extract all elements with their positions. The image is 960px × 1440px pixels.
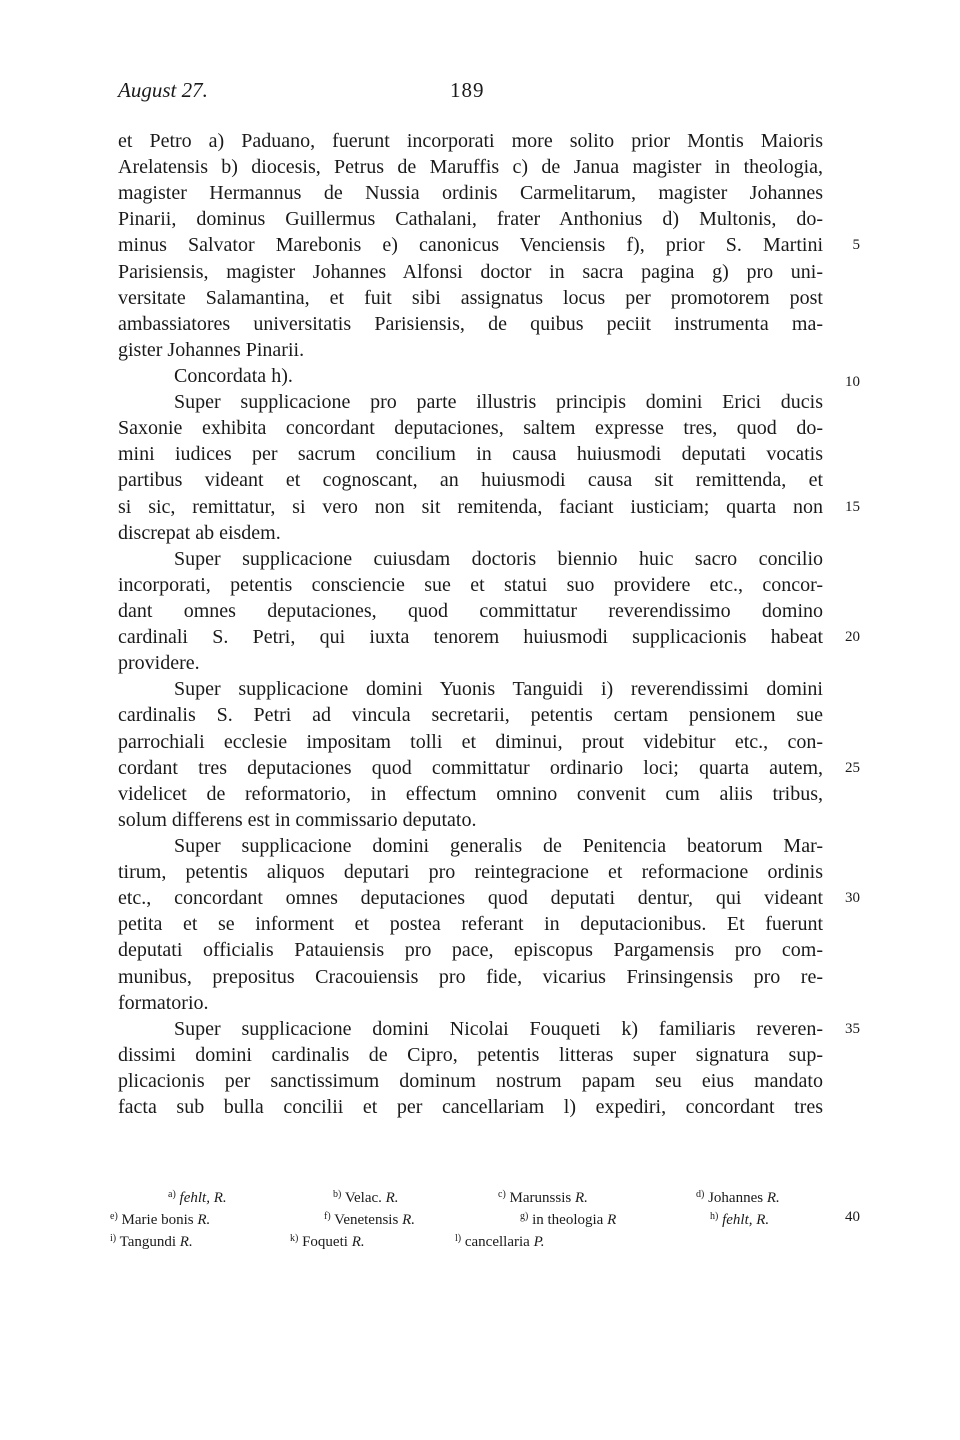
text-line: et Petro a) Paduano, fuerunt incorporati more solito prior Montis Maioris <box>118 130 823 152</box>
text-line: solum differens est in commissario deputato. <box>118 808 477 831</box>
footnote: $^{c)}$ Marunssis R. <box>498 1189 588 1206</box>
line-number: 40 <box>845 1209 860 1225</box>
text-line: Saxonie exhibita concordant deputaciones, saltem expresse tres, quod do- <box>118 417 823 440</box>
footnote: $^{e)}$ Marie bonis R. <box>110 1211 211 1228</box>
text-line: Parisiensis, magister Johannes Alfonsi doctor in sacra pagina g) pro uni- <box>118 260 823 283</box>
text-line: si sic, remittatur, si vero non sit remitenda, faciant iusticiam; quarta non 15 <box>118 494 823 520</box>
text-line: providere. <box>118 652 200 675</box>
text-line: etc., concordant omnes deputaciones quod deputati dentur, qui videant 30 <box>118 885 823 911</box>
body-text <box>118 128 860 1120</box>
text-line: Concordata h). 10 <box>118 363 823 389</box>
text-line: dant omnes deputaciones, quod committatur reverendissimo domino <box>118 599 823 622</box>
footnote: $^{a)}$ fehlt, R. <box>168 1189 227 1206</box>
line-number: 20 <box>845 629 860 646</box>
page-number: 189 <box>450 78 485 102</box>
text-line: dissimi domini cardinalis de Cipro, petentis litteras super signatura sup- <box>118 1043 823 1066</box>
line-number: 25 <box>845 759 860 776</box>
text-line: Pinarii, dominus Guillermus Cathalani, frater Anthonius d) Multonis, do- <box>118 208 823 231</box>
page-header <box>118 78 823 108</box>
text-line: Super supplicacione domini Yuonis Tanguidi i) reverendissimi domini <box>174 678 823 701</box>
footnote-row <box>90 1206 860 1228</box>
text-line: magister Hermannus de Nussia ordinis Carmelitarum, magister Johannes <box>118 182 823 205</box>
text-line: cardinali S. Petri, qui iuxta tenorem huiusmodi supplicacionis habeat 20 <box>118 624 823 650</box>
footnote: $^{b)}$ Velac. R. <box>333 1189 399 1206</box>
line-number: 35 <box>845 1020 860 1037</box>
text-line: discrepat ab eisdem. <box>118 521 281 544</box>
text-line: plicacionis per sanctissimum dominum nostrum papam seu eius mandato <box>118 1069 823 1092</box>
running-head: August 27. <box>118 78 208 102</box>
line-number: 10 <box>845 373 860 390</box>
text-line: mini iudices per sacrum concilium in causa huiusmodi deputati vocatis <box>118 443 823 466</box>
footnote: $^{h)}$ fehlt, R. <box>710 1211 770 1228</box>
footnote: $^{l)}$ cancellaria P. <box>455 1233 545 1250</box>
footnotes <box>90 1184 860 1250</box>
text-line: Arelatensis b) diocesis, Petrus de Maruffis c) de Janua magister in theologia, <box>118 156 823 179</box>
text-line: Super supplicacione domini generalis de Penitencia beatorum Mar- <box>174 834 823 857</box>
footnote: $^{g)}$ in theologia R <box>520 1211 617 1228</box>
text-line: parrochiali ecclesie impositam tolli et diminui, prout videbitur etc., con- <box>118 730 823 753</box>
text-line: minus Salvator Marebonis e) canonicus Venciensis f), prior S. Martini 5 <box>118 232 823 258</box>
text-line: Super supplicacione cuiusdam doctoris biennio huic sacro concilio <box>174 547 823 570</box>
text-line: tirum, petentis aliquos deputari pro reintegracione et reformacione ordinis <box>118 861 823 884</box>
footnote: $^{d)}$ Johannes R. <box>696 1189 780 1206</box>
text-line: ambassiatores universitatis Parisiensis, de quibus peciit instrumenta ma- <box>118 312 823 335</box>
footnote-row <box>90 1184 860 1206</box>
text-line: incorporati, petentis consciencie sue et statui suo providere etc., concor- <box>118 573 823 596</box>
line-number: 15 <box>845 498 860 515</box>
text-line: petita et se informent et postea referant in deputacionibus. Et fuerunt <box>118 913 823 936</box>
text-line: formatorio. <box>118 991 209 1014</box>
line-number: 5 <box>852 237 860 254</box>
text-line: cordant tres deputaciones quod committatur ordinario loci; quarta autem, 25 <box>118 755 823 781</box>
text-line: munibus, prepositus Cracouiensis pro fide, vicarius Frinsingensis pro re- <box>118 965 823 988</box>
text-line: gister Johannes Pinarii. <box>118 338 305 361</box>
footnote-row <box>90 1228 860 1250</box>
line-number: 30 <box>845 890 860 907</box>
text-line: versitate Salamantina, et fuit sibi assignatus locus per promotorem post <box>118 286 823 309</box>
text-line: Super supplicacione domini Nicolai Fouqueti k) familiaris reveren- 35 <box>118 1016 823 1042</box>
text-line: partibus videant et cognoscant, an huiusmodi causa sit remittenda, et <box>118 469 823 492</box>
footnote: $^{k)}$ Foqueti R. <box>290 1233 365 1250</box>
text-line: facta sub bulla concilii et per cancellariam l) expediri, concordant tres <box>118 1096 823 1119</box>
text-line: deputati officialis Patauiensis pro pace, episcopus Pargamensis pro com- <box>118 939 823 962</box>
footnote: $^{f)}$ Venetensis R. <box>324 1211 415 1228</box>
text-line: cardinalis S. Petri ad vincula secretarii, petentis certam pensionem sue <box>118 704 823 727</box>
footnote: $^{i)}$ Tangundi R. <box>110 1233 193 1250</box>
text-line: videlicet de reformatorio, in effectum omnino convenit cum aliis tribus, <box>118 782 823 805</box>
text-line: Super supplicacione pro parte illustris principis domini Erici ducis <box>174 391 823 414</box>
